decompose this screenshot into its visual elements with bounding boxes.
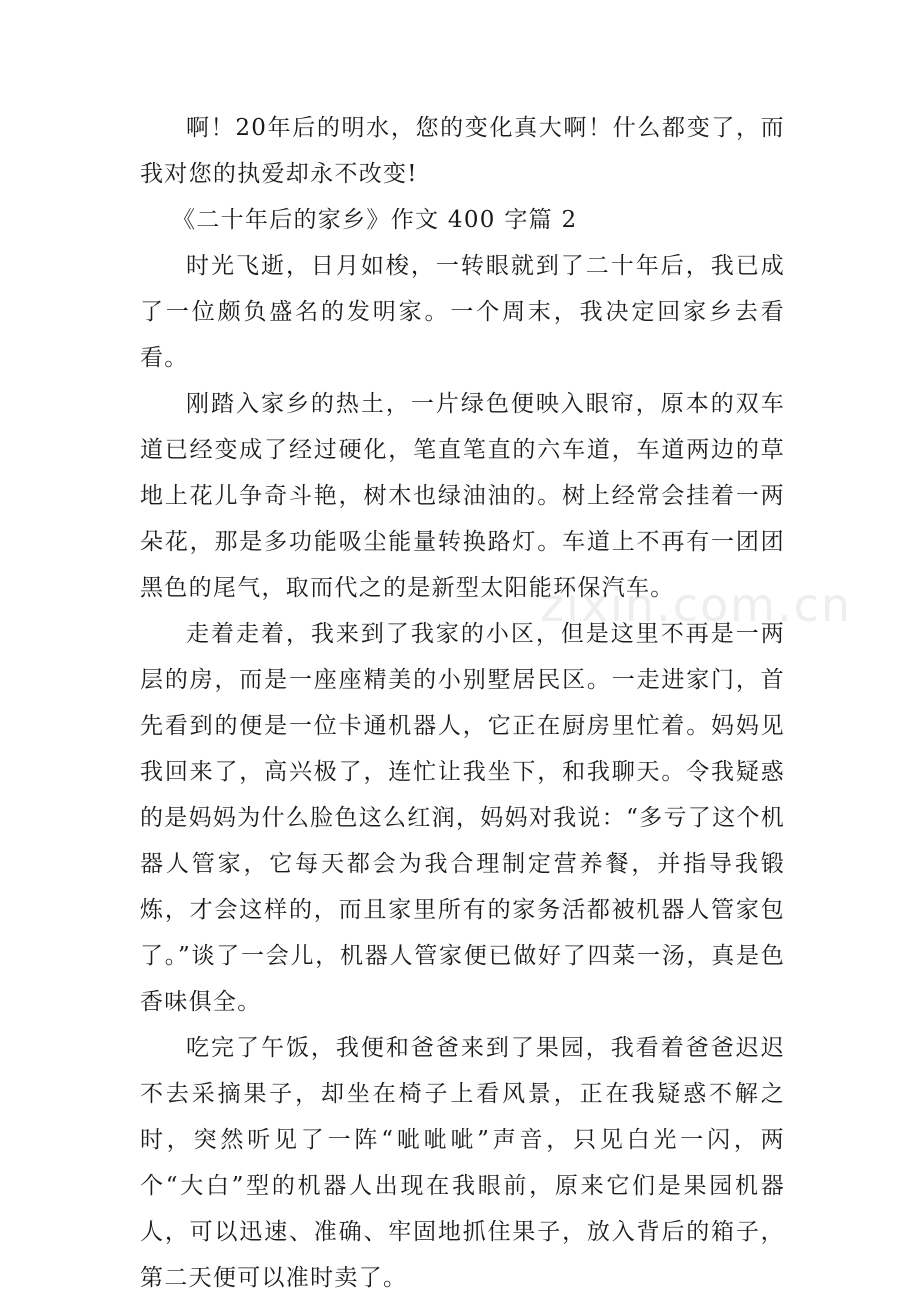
watermark: zixin.com.cn bbox=[540, 578, 853, 632]
document-body bbox=[140, 105, 785, 1301]
paragraph-4: 走着走着，我来到了我家的小区，但是这里不再是一两层的房，而是一座座精美的小别墅居民区。一走进家门，首先看到的便是一位卡通机器人，它正在厨房里忙着。妈妈见我回来了，高兴极了，连忙让我坐下，和我聊天。令我疑惑的是妈妈为什么脸色这么红润，妈妈对我说：“多亏了这个机器人管家，它每天都会为我合理制定营养餐，并指导我锻炼，才会这样的，而且家里所有的家务活都被机器人管家包了。”谈了一会儿，机器人管家便已做好了四菜一汤，真是色香味俱全。 bbox=[140, 621, 785, 1015]
paragraph-5: 吃完了午饭，我便和爸爸来到了果园，我看着爸爸迟迟不去采摘果子，却坐在椅子上看风景，正在我疑惑不解之时，突然听见了一阵“呲呲呲”声音，只见白光一闪，两个“大白”型的机器人出现在我眼前，原来它们是果园机器人，可以迅速、准确、牢固地抓住果子，放入背后的箱子，第二天便可以准时卖了。 bbox=[140, 1035, 785, 1291]
paragraph-2: 时光飞逝，日月如梭，一转眼就到了二十年后，我已成了一位颇负盛名的发明家。一个周末，我决定回家乡去看看。 bbox=[140, 253, 785, 371]
paragraph-3: 刚踏入家乡的热土，一片绿色便映入眼帘，原本的双车道已经变成了经过硬化，笔直笔直的六车道，车道两边的草地上花儿争奇斗艳，树木也绿油油的。树上经常会挂着一两朵花，那是多功能吸尘能量转换路灯。车道上不再有一团团黑色的尾气，取而代之的是新型太阳能环保汽车。 bbox=[140, 391, 785, 601]
paragraph-1: 啊！20年后的明水，您的变化真大啊！什么都变了，而我对您的执爱却永不改变! bbox=[140, 115, 785, 187]
section-heading: 《二十年后的家乡》作文 400 字篇 2 bbox=[172, 207, 578, 233]
